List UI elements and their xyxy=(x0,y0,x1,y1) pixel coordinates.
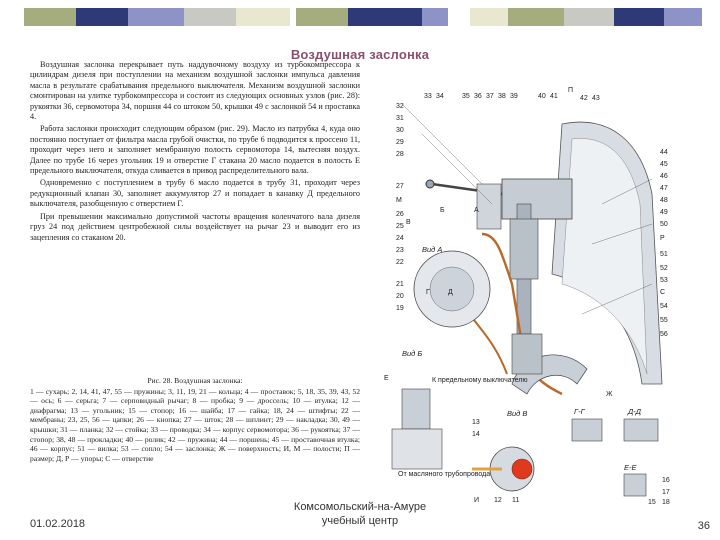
label: 29 xyxy=(396,139,404,146)
label: Вид Б xyxy=(402,349,423,358)
label: Г xyxy=(426,289,430,296)
label: 17 xyxy=(662,489,670,496)
label: Р xyxy=(660,235,665,242)
section-ee xyxy=(624,474,646,496)
label: 47 xyxy=(660,185,668,192)
right-labels xyxy=(660,149,668,338)
label: 40 xyxy=(538,93,546,100)
label: 52 xyxy=(660,265,668,272)
label: С xyxy=(660,289,666,296)
body-text xyxy=(30,60,360,375)
legend-body: 1 — сухарь; 2, 14, 41, 47, 55 — пружины; 3, 11, 19, 21 — кольца; 4 — проставок; 5, 18, 35, 39, 43, 52 — ось; 6 — серьга; 7 — серповидный рычаг; 8 — пробка; 9 — дроссель; 10 — втулка; 12 — диафрагма; 13 — угольник; 15 — стопор; 16 — шайба; 17 — гайка; 18, 24 — штифты; 22 — мембраны; 23, 25, 56 — цапки; 26 — кнопка; 27 — шток; 28 — шплинт; 29 — накладка; 30, 49 — крышки; 31 — планка; 32 — стойка; 33 — проводка; 34 — корпус сервомотора; 36 — рукоятка; 37 — стопор; 38, 48 — прокладки; 40 — ролик; 42 — пружина; 44 — поршень; 45 — проставочная втулка; 46 — корпус; 51 — вилка; 53 — сопло; 54 — заслонка; Ж — поверхность; И, М — полости; П — размер; Д, Р — упоры; С — отверстие xyxy=(30,386,360,463)
label: 39 xyxy=(510,93,518,100)
label: 24 xyxy=(396,235,404,242)
view-b-body xyxy=(402,389,430,429)
label: 21 xyxy=(396,281,404,288)
label: 12 xyxy=(494,497,502,504)
label: 50 xyxy=(660,221,668,228)
label: 38 xyxy=(498,93,506,100)
label: 43 xyxy=(592,95,600,102)
label: П xyxy=(568,87,574,94)
label: Б xyxy=(440,207,445,214)
label: 16 xyxy=(662,477,670,484)
label: 27 xyxy=(396,183,404,190)
label: А xyxy=(474,207,479,214)
label: В xyxy=(406,219,411,226)
paragraph-2: Работа заслонки происходит следующим образом (рис. 29). Масло из патрубка 4, куда оно постоянно поступает от фильтра масла грубой очистки, по трубе 6 подводится к проссено 11, проходит через него и заполняет мембранную полость сервомотора 14, вытесняя воздух. Далее по трубе 16 через угольник 19 и отверстие Г стакана 20 масло подается в полость Е предельного выключателя, откуда сливается в привод распределительного вала. xyxy=(30,124,360,176)
label: 13 xyxy=(472,419,480,426)
legend-title: Рис. 28. Воздушная заслонка: xyxy=(147,376,243,385)
handle-knob xyxy=(426,180,434,188)
label: 48 xyxy=(660,197,668,204)
label: Д-Д xyxy=(628,407,642,416)
footer-org-line-2: учебный центр xyxy=(321,515,399,527)
label: 55 xyxy=(660,317,668,324)
view-b-base xyxy=(392,429,442,469)
label: 26 xyxy=(396,211,404,218)
slide-title: Воздушная заслонка xyxy=(290,47,430,62)
label: Е xyxy=(384,375,389,382)
label: 41 xyxy=(550,93,558,100)
label: 44 xyxy=(660,149,668,156)
label: 35 xyxy=(462,93,470,100)
label: 23 xyxy=(396,247,404,254)
label: 28 xyxy=(396,151,404,158)
label: 32 xyxy=(396,103,404,110)
top-labels xyxy=(424,87,600,102)
label: 19 xyxy=(396,305,404,312)
label: 14 xyxy=(472,431,480,438)
label: 37 xyxy=(486,93,494,100)
label: 30 xyxy=(396,127,404,134)
label: 53 xyxy=(660,277,668,284)
section-dd xyxy=(624,419,658,441)
left-labels xyxy=(396,103,404,312)
figure-legend xyxy=(30,376,360,463)
paragraph-4: При превышении максимально допустимой частоты вращения коленчатого вала дизеля груз 24 под действием центробежной силы воздействует на рычаг 23 и выводит его из зацепления со стаканом 20. xyxy=(30,211,360,242)
label: 36 xyxy=(474,93,482,100)
label: 11 xyxy=(512,497,520,504)
label: 15 xyxy=(648,499,656,506)
limit-switch-body xyxy=(512,334,542,374)
footer-date: 01.02.2018 xyxy=(30,518,86,530)
air-damper-drawing xyxy=(362,84,692,509)
label: Е-Е xyxy=(624,463,637,472)
label: 51 xyxy=(660,251,668,258)
callout-limit-switch: К предельному выключателю xyxy=(432,377,528,384)
label: 20 xyxy=(396,293,404,300)
label: 22 xyxy=(396,259,404,266)
label: 42 xyxy=(580,95,588,102)
drawing-svg xyxy=(362,84,692,509)
handle-bracket xyxy=(477,184,501,229)
label: 34 xyxy=(436,93,444,100)
label: 54 xyxy=(660,303,668,310)
footer-organization xyxy=(0,500,720,528)
label: 45 xyxy=(660,161,668,168)
footer-org-line-1: Комсомольский-на-Амуре xyxy=(293,501,427,513)
label: 33 xyxy=(424,93,432,100)
label: 25 xyxy=(396,223,404,230)
label: 56 xyxy=(660,331,668,338)
paragraph-1: Воздушная заслонка перекрывает путь наддувочному воздуху из турбокомпрессора к цилиндрам дизеля при поступлении на механизм воздушной заслонки импульса давления масла в результате срабатывания предельного выключателя. Механизм воздушной заслонки смонтирован на улитке турбокомпрессора и состоит из следующих основных узлов (рис. 28): рукоятки 36, сервомотора 34, поршня 44 со штоком 50, крышки 49 с заслонкой 54 и проставка 4. xyxy=(30,60,360,122)
section-gg xyxy=(572,419,602,441)
label: 46 xyxy=(660,173,668,180)
label: 49 xyxy=(660,209,668,216)
paragraph-3: Одновременно с поступлением в трубу 6 масло подается в трубу 31, проходит через редукционный клапан 30, заполняет аккумулятор 27 и попадает в канавку Д предельного выключателя, разобщенную с отверстием Г. xyxy=(30,178,360,209)
label: Вид А xyxy=(422,245,443,254)
label: М xyxy=(396,197,402,204)
callout-oil-pipe: От масляного трубопровода xyxy=(398,471,491,478)
servomotor-housing xyxy=(502,179,572,219)
label: Г-Г xyxy=(574,407,585,416)
page-number: 36 xyxy=(697,520,710,532)
red-valve xyxy=(512,459,532,479)
label: Ж xyxy=(606,391,613,398)
label: Д xyxy=(448,289,453,296)
label: 31 xyxy=(396,115,404,122)
label: 18 xyxy=(662,499,670,506)
piston-cylinder xyxy=(510,219,538,279)
label: Вид В xyxy=(507,409,528,418)
label: И xyxy=(474,497,480,504)
